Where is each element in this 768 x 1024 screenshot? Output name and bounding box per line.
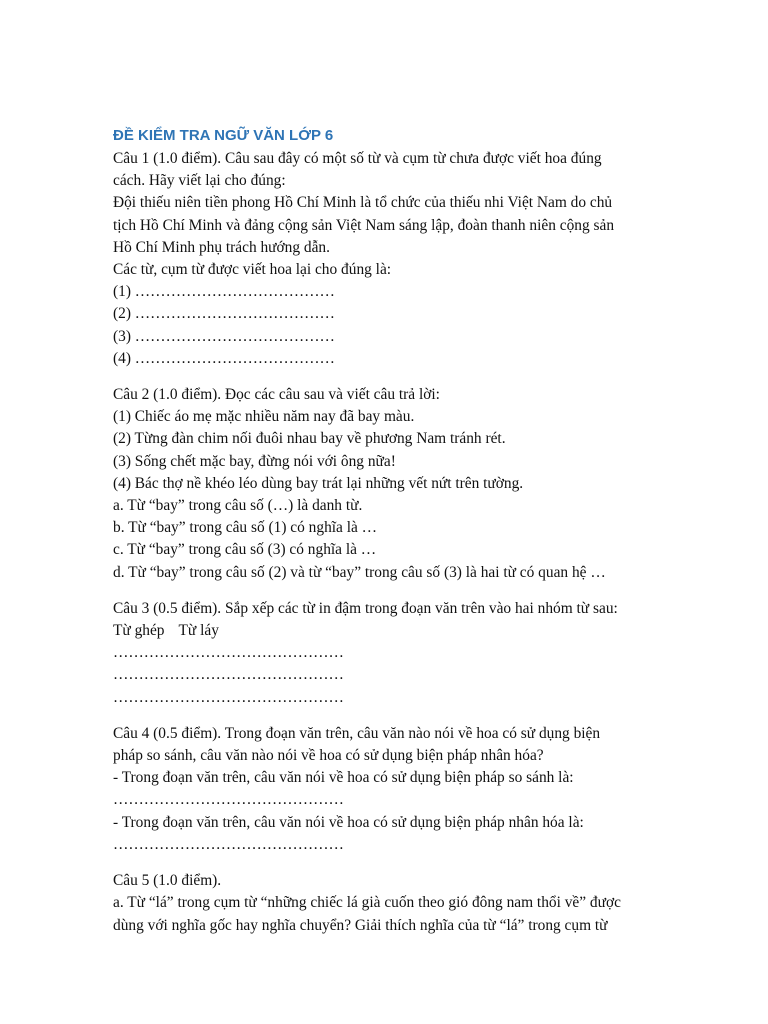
q2-line: (2) Từng đàn chim nối đuôi nhau bay về phương Nam tránh rét.: [113, 430, 506, 448]
q1-line: Câu 1 (1.0 điểm). Câu sau đây có một số từ và cụm từ chưa được viết hoa đúng: [113, 150, 602, 167]
q3-col-reduplicative: Từ láy: [178, 622, 219, 640]
document-title: ĐỀ KIỂM TRA NGỮ VĂN LỚP 6: [113, 127, 334, 144]
q2-line: Câu 2 (1.0 điểm). Đọc các câu sau và viết câu trả lời:: [113, 386, 440, 404]
question-4: [113, 723, 673, 856]
q2-line: b. Từ “bay” trong câu số (1) có nghĩa là …: [113, 519, 378, 537]
q5-line: a. Từ “lá” trong cụm từ “những chiếc lá già cuốn theo gió đông nam thổi về” được: [113, 894, 621, 912]
q5-line: dùng với nghĩa gốc hay nghĩa chuyển? Giải thích nghĩa của từ “lá” trong cụm từ: [113, 916, 608, 934]
q1-answer-blank: (3) …………………………………: [113, 327, 335, 345]
q3-answer-blank: ………………………………………: [113, 666, 344, 684]
q2-line: a. Từ “bay” trong câu số (…) là danh từ.: [113, 497, 363, 515]
q4-line: - Trong đoạn văn trên, câu văn nói về hoa có sử dụng biện pháp nhân hóa là:: [113, 813, 584, 831]
q1-line: Hồ Chí Minh phụ trách hướng dẫn.: [113, 238, 330, 256]
question-5: [113, 870, 673, 937]
q4-answer-blank: ………………………………………: [113, 791, 344, 809]
q1-line: Đội thiếu niên tiền phong Hồ Chí Minh là tổ chức của thiếu nhi Việt Nam do chủ: [113, 194, 613, 212]
paragraph-gap: [113, 370, 673, 384]
q1-line: cách. Hãy viết lại cho đúng:: [113, 172, 286, 190]
q1-line: Các từ, cụm từ được viết hoa lại cho đúng là:: [113, 261, 392, 279]
q4-line: Câu 4 (0.5 điểm). Trong đoạn văn trên, câu văn nào nói về hoa có sử dụng biện: [113, 724, 601, 742]
q2-line: (1) Chiếc áo mẹ mặc nhiều năm nay đã bay màu.: [113, 408, 415, 426]
q2-line: c. Từ “bay” trong câu số (3) có nghĩa là …: [113, 541, 377, 559]
paragraph-gap: [113, 584, 673, 598]
question-3: [113, 598, 673, 709]
q3-columns: [113, 620, 673, 642]
q4-line: - Trong đoạn văn trên, câu văn nói về hoa có sử dụng biện pháp so sánh là:: [113, 769, 574, 787]
q1-line: tịch Hồ Chí Minh và đảng cộng sản Việt Nam sáng lập, đoàn thanh niên cộng sản: [113, 216, 615, 234]
question-1: [113, 148, 673, 370]
q3-col-compound: Từ ghép: [113, 622, 165, 640]
q1-answer-blank: (2) …………………………………: [113, 305, 335, 323]
q3-answer-blank: ………………………………………: [113, 644, 344, 662]
q5-line: Câu 5 (1.0 điểm).: [113, 872, 222, 890]
q2-line: d. Từ “bay” trong câu số (2) và từ “bay” trong câu số (3) là hai từ có quan hệ …: [113, 563, 606, 581]
q3-line: Câu 3 (0.5 điểm). Sắp xếp các từ in đậm trong đoạn văn trên vào hai nhóm từ sau:: [113, 599, 618, 617]
q2-line: (3) Sống chết mặc bay, đừng nói với ông nữa!: [113, 452, 396, 470]
q3-answer-blank: ………………………………………: [113, 688, 344, 706]
document-page: [113, 126, 673, 937]
question-2: [113, 384, 673, 584]
q4-line: pháp so sánh, câu văn nào nói về hoa có sử dụng biện pháp nhân hóa?: [113, 747, 544, 765]
q1-answer-blank: (1) …………………………………: [113, 283, 335, 301]
q4-answer-blank: ………………………………………: [113, 835, 344, 853]
q2-line: (4) Bác thợ nề khéo léo dùng bay trát lại những vết nứt trên tường.: [113, 474, 524, 492]
q1-answer-blank: (4) …………………………………: [113, 349, 335, 367]
paragraph-gap: [113, 709, 673, 723]
paragraph-gap: [113, 856, 673, 870]
